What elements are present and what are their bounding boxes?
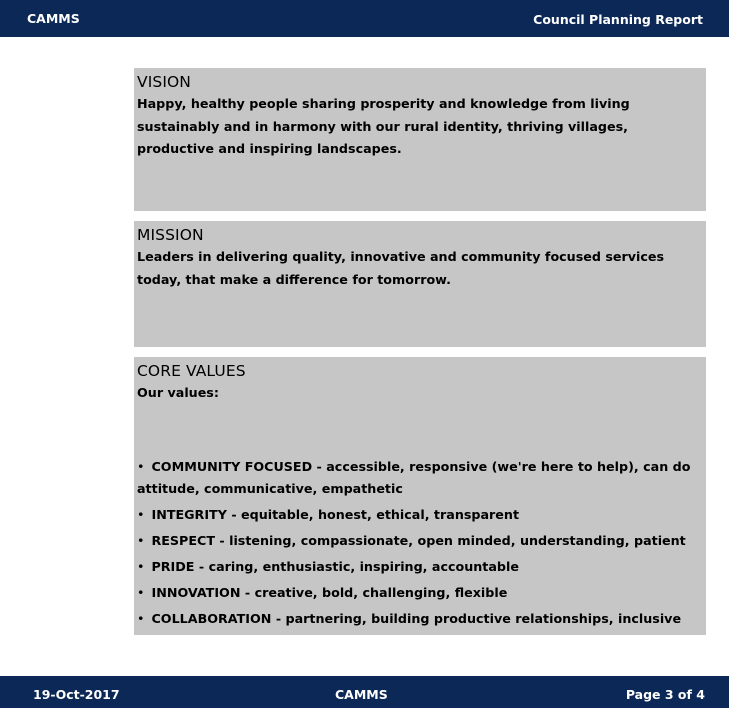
page-footer <box>0 676 729 708</box>
core-values-section <box>134 357 706 635</box>
bullet-icon: • <box>137 533 145 548</box>
list-item <box>137 582 700 605</box>
vision-heading: VISION <box>137 73 191 91</box>
list-item <box>137 504 700 527</box>
header-report-title: Council Planning Report <box>533 12 703 27</box>
value-description: - creative, bold, challenging, flexible <box>240 585 508 600</box>
value-term: RESPECT <box>151 533 215 548</box>
footer-brand: CAMMS <box>335 687 388 702</box>
value-description: - accessible, responsive (we're here to help), can do attitude, communicative, empathetic <box>137 458 691 496</box>
value-description: - caring, enthusiastic, inspiring, accountable <box>194 559 519 574</box>
value-description: - partnering, building productive relationships, inclusive <box>271 611 682 626</box>
bullet-icon: • <box>137 585 145 600</box>
list-item <box>137 556 700 579</box>
vision-text: Happy, healthy people sharing prosperity and knowledge from living sustainably and in harmony with our rural identity, thriving villages, productive and inspiring landscapes. <box>137 96 630 156</box>
core-values-intro: Our values: <box>137 385 219 400</box>
vision-section <box>134 68 706 211</box>
bullet-icon: • <box>137 611 145 626</box>
value-term: INTEGRITY <box>151 507 227 522</box>
mission-heading: MISSION <box>137 226 204 244</box>
list-item <box>137 456 700 501</box>
mission-text: Leaders in delivering quality, innovative and community focused services today, that make a difference for tomorrow. <box>137 249 665 287</box>
value-description: - listening, compassionate, open minded, understanding, patient <box>215 533 686 548</box>
mission-section <box>134 221 706 347</box>
value-description: - equitable, honest, ethical, transparent <box>226 507 520 522</box>
value-term: PRIDE <box>151 559 195 574</box>
value-term: COLLABORATION <box>151 611 272 626</box>
core-values-list <box>137 456 700 631</box>
page-header <box>0 0 729 37</box>
header-brand: CAMMS <box>27 11 80 26</box>
list-item <box>137 530 700 553</box>
value-term: INNOVATION <box>151 585 241 600</box>
bullet-icon: • <box>137 559 145 574</box>
bullet-icon: • <box>137 458 145 474</box>
core-values-heading: CORE VALUES <box>137 362 246 380</box>
footer-date: 19-Oct-2017 <box>33 687 120 702</box>
value-term: COMMUNITY FOCUSED <box>151 458 313 474</box>
footer-page-number: Page 3 of 4 <box>625 687 705 702</box>
list-item <box>137 608 700 631</box>
bullet-icon: • <box>137 507 145 522</box>
